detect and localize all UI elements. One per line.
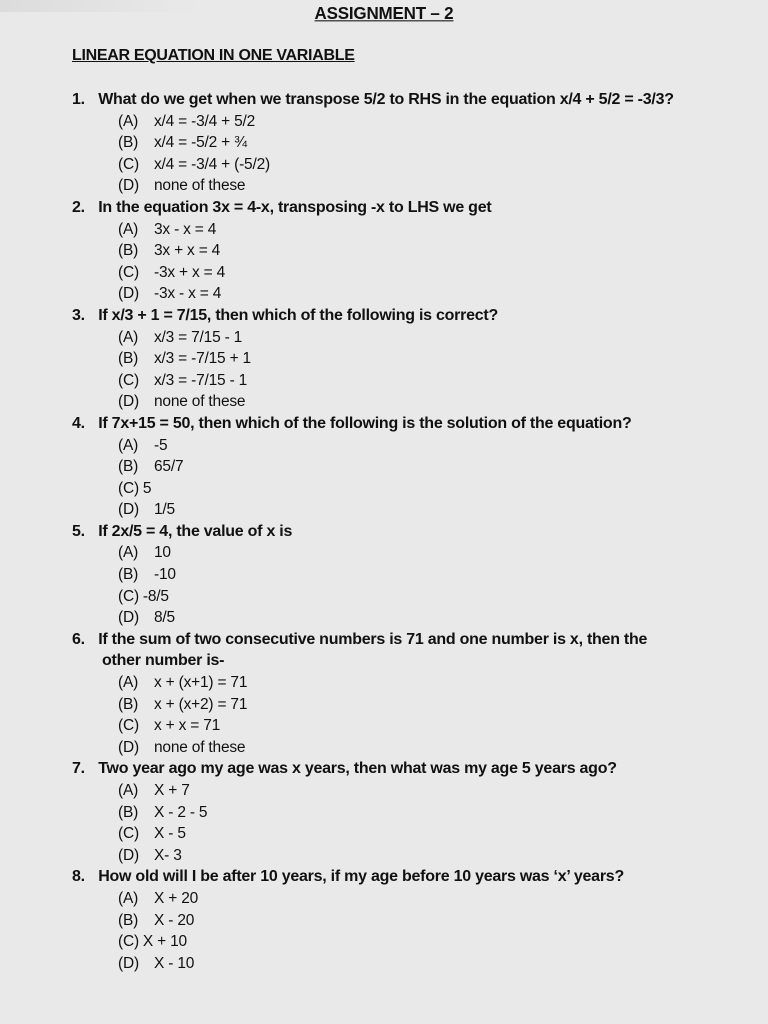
question-text-line: Two year ago my age was x years, then what was my age 5 years ago? [98,760,617,778]
option-text: 8/5 [154,609,175,627]
answer-option [72,586,752,608]
option-text: 3x - x = 4 [154,220,217,238]
option-label: (D) [118,501,139,519]
question-number: 8. [72,868,85,886]
question-number: 5. [72,522,85,540]
question-text-line: If 2x/5 = 4, the value of x is [98,522,293,540]
question-number: 4. [72,414,85,432]
answer-option [72,542,752,564]
answer-option [72,283,752,305]
option-label: (A) [118,112,139,130]
question-text [72,413,752,435]
question-text-line: How old will I be after 10 years, if my age before 10 years was ‘x’ years? [98,868,624,886]
question-item [72,629,752,759]
question-text-line: If 7x+15 = 50, then which of the following is the solution of the equation? [98,414,632,432]
option-text: 5 [142,479,152,497]
question-text [72,197,752,219]
question-item [72,758,752,866]
question-text [72,758,752,780]
answer-option [72,888,752,910]
question-item [72,866,752,974]
option-label: (A) [118,889,139,907]
option-text: x/4 = -3/4 + 5/2 [154,112,256,130]
option-text: 65/7 [154,458,184,476]
option-label: (B) [118,566,139,584]
question-text [72,629,752,651]
option-label: (D) [118,738,139,756]
answer-option [72,478,752,500]
option-text: x + (x+2) = 71 [154,695,248,713]
option-text: none of these [154,738,246,756]
option-label: (B) [118,803,139,821]
question-text [72,866,752,888]
option-text: 10 [154,544,171,562]
option-label: (C) [118,371,139,389]
option-label: (A) [118,782,139,799]
option-text: -3x + x = 4 [154,263,226,281]
option-label: (C) [118,479,139,497]
answer-option [72,737,752,759]
option-text: X - 5 [154,825,186,843]
question-text [72,650,752,672]
option-label: (C) [118,587,139,605]
option-label: (C) [118,933,139,951]
option-text: -8/5 [142,587,169,605]
question-text [72,521,752,543]
option-label: (C) [118,263,139,281]
section-title: LINEAR EQUATION IN ONE VARIABLE [72,47,355,64]
option-text: -3x - x = 4 [154,285,222,303]
option-text: X + 7 [154,782,190,799]
option-text: none of these [154,177,246,195]
option-text: X - 20 [154,911,195,929]
option-label: (B) [118,350,139,368]
answer-option [72,262,752,284]
option-label: (B) [118,242,139,260]
question-text-line: If the sum of two consecutive numbers is 71 and one number is x, then the [98,630,648,648]
answer-option [72,154,752,176]
answer-option [72,607,752,629]
answer-option [72,219,752,241]
answer-option [72,672,752,694]
answer-option [72,931,752,953]
question-number: 1. [72,91,85,108]
option-label: (D) [118,954,139,972]
option-text: x/3 = -7/15 - 1 [154,371,248,389]
option-text: 3x + x = 4 [154,242,221,260]
answer-option [72,111,752,133]
option-label: (C) [118,155,139,173]
option-label: (D) [118,177,139,195]
option-text: x/4 = -3/4 + (-5/2) [154,155,270,173]
option-label: (B) [118,134,139,152]
option-label: (D) [118,846,139,864]
option-label: (C) [118,717,139,735]
option-label: (A) [118,436,139,454]
question-number: 3. [72,306,85,324]
question-item [72,197,752,305]
option-text: -5 [154,436,168,454]
answer-option [72,953,752,975]
option-label: (B) [118,911,139,929]
answer-option [72,348,752,370]
answer-option [72,327,752,349]
option-text: X - 2 - 5 [154,803,208,821]
answer-option [72,823,752,845]
option-text: 1/5 [154,501,175,519]
question-text [72,89,752,111]
question-text-line: In the equation 3x = 4-x, transposing -x to LHS we get [98,198,492,216]
question-number: 2. [72,198,85,216]
option-text: x/3 = -7/15 + 1 [154,350,251,368]
question-number: 6. [72,630,85,648]
option-label: (B) [118,695,139,713]
answer-option [72,845,752,867]
answer-option [72,175,752,197]
answer-option [72,240,752,262]
answer-option [72,910,752,932]
answer-option [72,802,752,824]
question-list [72,89,752,974]
option-label: (D) [118,393,139,411]
option-label: (D) [118,285,139,303]
option-text: X + 20 [154,889,199,907]
question-text-line: What do we get when we transpose 5/2 to RHS in the equation x/4 + 5/2 = -3/3? [98,91,674,108]
question-item [72,413,752,521]
answer-option [72,499,752,521]
answer-option [72,132,752,154]
answer-option [72,780,752,802]
question-text-line: If x/3 + 1 = 7/15, then which of the following is correct? [98,306,499,324]
answer-option [72,694,752,716]
option-text: X - 10 [154,954,195,972]
option-label: (B) [118,458,139,476]
answer-option [72,370,752,392]
question-item [72,305,752,413]
question-text [72,305,752,327]
option-label: (C) [118,825,139,843]
question-item [72,89,752,197]
answer-option [72,715,752,737]
option-text: -10 [154,566,176,584]
question-number: 7. [72,760,85,778]
option-text: x/3 = 7/15 - 1 [154,328,243,346]
option-text: none of these [154,393,246,411]
option-text: X- 3 [154,846,182,864]
answer-option [72,456,752,478]
option-label: (A) [118,220,139,238]
option-label: (A) [118,328,139,346]
option-label: (A) [118,544,139,562]
option-label: (A) [118,674,139,692]
option-label: (D) [118,609,139,627]
question-text-line: other number is- [102,652,225,670]
answer-option [72,564,752,586]
page-title: ASSIGNMENT – 2 [314,3,454,24]
option-text: x + x = 71 [154,717,221,735]
option-text: X + 10 [142,933,187,951]
option-text: x/4 = -5/2 + ¾ [154,134,247,152]
answer-option [72,435,752,457]
option-text: x + (x+1) = 71 [154,674,248,692]
answer-option [72,391,752,413]
question-item [72,521,752,629]
